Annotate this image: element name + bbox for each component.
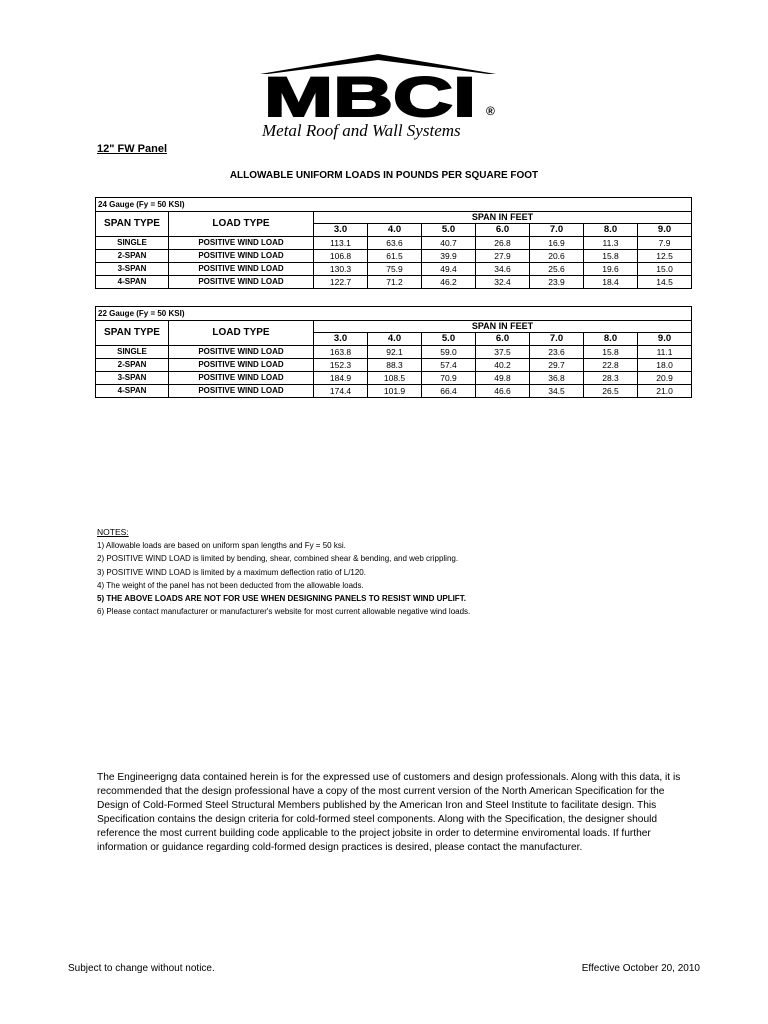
load-value: 75.9 xyxy=(368,263,422,276)
load-value: 108.5 xyxy=(368,372,422,385)
load-value: 15.8 xyxy=(584,346,638,359)
load-value: 49.4 xyxy=(422,263,476,276)
span-header: 9.0 xyxy=(638,224,692,237)
span-type-cell: 3-SPAN xyxy=(96,372,169,385)
span-header: 5.0 xyxy=(422,333,476,346)
load-value: 27.9 xyxy=(476,250,530,263)
span-type-header: SPAN TYPE xyxy=(96,321,169,346)
load-value: 21.0 xyxy=(638,385,692,398)
gauge-label: 22 Gauge (Fy = 50 KSI) xyxy=(96,307,692,321)
load-type-header: LOAD TYPE xyxy=(169,321,314,346)
load-value: 61.5 xyxy=(368,250,422,263)
load-value: 23.6 xyxy=(530,346,584,359)
load-value: 49.8 xyxy=(476,372,530,385)
load-value: 26.5 xyxy=(584,385,638,398)
load-value: 174.4 xyxy=(314,385,368,398)
load-type-header: LOAD TYPE xyxy=(169,212,314,237)
load-value: 113.1 xyxy=(314,237,368,250)
load-value: 22.8 xyxy=(584,359,638,372)
span-header: 6.0 xyxy=(476,333,530,346)
load-value: 63.6 xyxy=(368,237,422,250)
table-row xyxy=(96,385,692,398)
load-value: 40.2 xyxy=(476,359,530,372)
load-type-cell: POSITIVE WIND LOAD xyxy=(169,359,314,372)
load-value: 40.7 xyxy=(422,237,476,250)
load-value: 12.5 xyxy=(638,250,692,263)
load-type-cell: POSITIVE WIND LOAD xyxy=(169,276,314,289)
load-value: 34.6 xyxy=(476,263,530,276)
load-value: 106.8 xyxy=(314,250,368,263)
table-row xyxy=(96,346,692,359)
span-type-cell: 2-SPAN xyxy=(96,359,169,372)
registered-mark: ® xyxy=(486,104,495,118)
span-header: 4.0 xyxy=(368,224,422,237)
load-value: 37.5 xyxy=(476,346,530,359)
load-value: 28.3 xyxy=(584,372,638,385)
gauge-label: 24 Gauge (Fy = 50 KSI) xyxy=(96,198,692,212)
load-value: 23.9 xyxy=(530,276,584,289)
table-row xyxy=(96,372,692,385)
table-row xyxy=(96,250,692,263)
load-value: 34.5 xyxy=(530,385,584,398)
load-value: 92.1 xyxy=(368,346,422,359)
span-in-feet-header: SPAN IN FEET xyxy=(314,321,692,333)
load-value: 57.4 xyxy=(422,359,476,372)
load-type-cell: POSITIVE WIND LOAD xyxy=(169,263,314,276)
load-value: 16.9 xyxy=(530,237,584,250)
logo-wordmark: MBCI xyxy=(264,65,476,122)
load-table-24-gauge xyxy=(95,197,692,289)
span-type-cell: 4-SPAN xyxy=(96,385,169,398)
note-item: 6) Please contact manufacturer or manufacturer's website for most current allowable negative wind loads. xyxy=(97,607,471,617)
load-value: 46.6 xyxy=(476,385,530,398)
load-value: 29.7 xyxy=(530,359,584,372)
load-type-cell: POSITIVE WIND LOAD xyxy=(169,346,314,359)
span-type-cell: SINGLE xyxy=(96,237,169,250)
span-type-cell: 4-SPAN xyxy=(96,276,169,289)
notes-section xyxy=(97,526,697,618)
load-value: 163.8 xyxy=(314,346,368,359)
load-value: 15.0 xyxy=(638,263,692,276)
load-value: 7.9 xyxy=(638,237,692,250)
load-value: 18.4 xyxy=(584,276,638,289)
span-in-feet-header: SPAN IN FEET xyxy=(314,212,692,224)
load-value: 71.2 xyxy=(368,276,422,289)
footer-notice: Subject to change without notice. xyxy=(68,963,215,974)
load-value: 36.8 xyxy=(530,372,584,385)
span-header: 8.0 xyxy=(584,224,638,237)
note-item: 3) POSITIVE WIND LOAD is limited by a maximum deflection ratio of L/120. xyxy=(97,567,366,577)
notes-title: NOTES: xyxy=(97,527,129,537)
span-header: 7.0 xyxy=(530,333,584,346)
load-value: 70.9 xyxy=(422,372,476,385)
load-type-cell: POSITIVE WIND LOAD xyxy=(169,237,314,250)
load-value: 15.8 xyxy=(584,250,638,263)
footer-effective-date: Effective October 20, 2010 xyxy=(581,963,700,974)
load-value: 66.4 xyxy=(422,385,476,398)
load-value: 20.6 xyxy=(530,250,584,263)
load-value: 122.7 xyxy=(314,276,368,289)
load-value: 14.5 xyxy=(638,276,692,289)
load-value: 20.9 xyxy=(638,372,692,385)
load-table-22-gauge xyxy=(95,306,692,398)
load-value: 19.6 xyxy=(584,263,638,276)
span-type-cell: 2-SPAN xyxy=(96,250,169,263)
main-title: ALLOWABLE UNIFORM LOADS IN POUNDS PER SQUARE FOOT xyxy=(229,170,539,181)
span-header: 7.0 xyxy=(530,224,584,237)
load-value: 32.4 xyxy=(476,276,530,289)
load-value: 39.9 xyxy=(422,250,476,263)
load-value: 18.0 xyxy=(638,359,692,372)
load-value: 26.8 xyxy=(476,237,530,250)
load-value: 152.3 xyxy=(314,359,368,372)
logo-subtitle: Metal Roof and Wall Systems xyxy=(262,121,461,140)
span-type-cell: 3-SPAN xyxy=(96,263,169,276)
span-header: 8.0 xyxy=(584,333,638,346)
table-row xyxy=(96,237,692,250)
span-type-cell: SINGLE xyxy=(96,346,169,359)
span-header: 4.0 xyxy=(368,333,422,346)
engineering-disclaimer: The Engineerigng data contained herein is for the expressed use of customers and design professionals. Along with this data, it is recommended that the design professional have a copy of the most current version of the North American Specification for the Design of Cold-Formed Steel Structural Members published by the American Iron and Steel Institute to facilitate design. This Specification contains the design criteria for cold-formed steel components. Along with the Specification, the designer should reference the most current building code applicable to the project jobsite in order to determine enviromental loads. If further information or guidance regarding cold-formed design practices is desired, please contact the manufacturer. xyxy=(97,772,681,853)
span-header: 3.0 xyxy=(314,224,368,237)
load-value: 25.6 xyxy=(530,263,584,276)
span-type-header: SPAN TYPE xyxy=(96,212,169,237)
load-value: 11.3 xyxy=(584,237,638,250)
span-header: 3.0 xyxy=(314,333,368,346)
load-value: 46.2 xyxy=(422,276,476,289)
load-type-cell: POSITIVE WIND LOAD xyxy=(169,250,314,263)
load-value: 184.9 xyxy=(314,372,368,385)
load-value: 101.9 xyxy=(368,385,422,398)
load-type-cell: POSITIVE WIND LOAD xyxy=(169,372,314,385)
table-row xyxy=(96,359,692,372)
load-type-cell: POSITIVE WIND LOAD xyxy=(169,385,314,398)
note-item: 2) POSITIVE WIND LOAD is limited by bending, shear, combined shear & bending, and web crippling. xyxy=(97,554,459,564)
note-item-warning: 5) THE ABOVE LOADS ARE NOT FOR USE WHEN DESIGNING PANELS TO RESIST WIND UPLIFT. xyxy=(97,594,466,604)
load-value: 59.0 xyxy=(422,346,476,359)
note-item: 4) The weight of the panel has not been deducted from the allowable loads. xyxy=(97,580,364,590)
table-row xyxy=(96,276,692,289)
span-header: 9.0 xyxy=(638,333,692,346)
load-value: 130.3 xyxy=(314,263,368,276)
span-header: 5.0 xyxy=(422,224,476,237)
table-row xyxy=(96,263,692,276)
load-value: 88.3 xyxy=(368,359,422,372)
panel-title: 12" FW Panel xyxy=(97,143,168,155)
span-header: 6.0 xyxy=(476,224,530,237)
load-value: 11.1 xyxy=(638,346,692,359)
note-item: 1) Allowable loads are based on uniform span lengths and Fy = 50 ksi. xyxy=(97,541,346,551)
